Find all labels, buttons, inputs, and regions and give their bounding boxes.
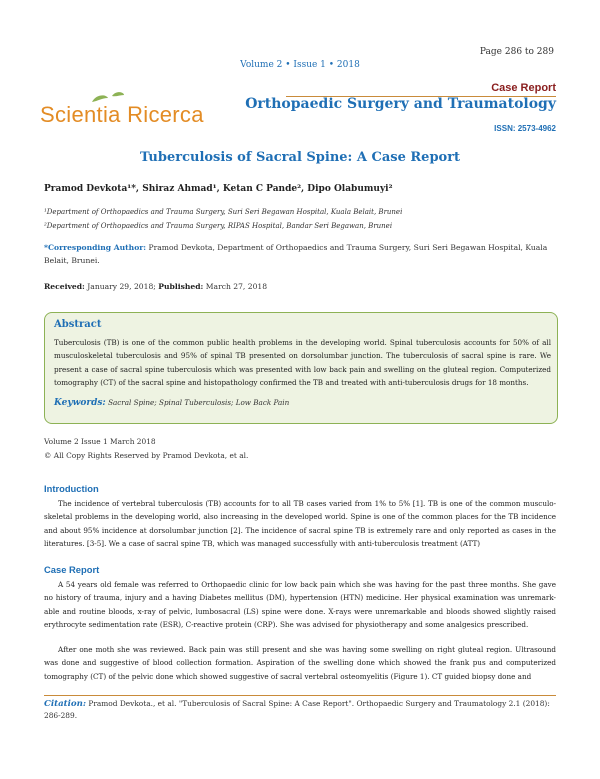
- received-date: January 29, 2018;: [87, 282, 156, 291]
- citation-label: Citation:: [44, 699, 87, 709]
- affiliation-2: ²Department of Orthopaedics and Trauma Surgery, RIPAS Hospital, Bandar Seri Begawan, Brunei: [44, 222, 393, 230]
- publisher-logo: [40, 92, 204, 132]
- publication-dates: [44, 282, 267, 291]
- page-range: Page 286 to 289: [479, 47, 554, 57]
- corresponding-label: *Corresponding Author:: [44, 243, 147, 252]
- volume-line: Volume 2 • Issue 1 • 2018: [240, 60, 360, 70]
- introduction-heading: Introduction: [44, 483, 99, 494]
- citation: [44, 698, 556, 722]
- citation-text: Pramod Devkota., et al. "Tuberculosis of Sacral Spine: A Case Report". Orthopaedic Surgery and Traumatology 2.1 (2018): 286-289.: [44, 699, 550, 720]
- logo-text: Scientia Ricerca: [40, 102, 204, 127]
- abstract-box: [44, 312, 558, 424]
- case-report-heading: Case Report: [44, 564, 100, 575]
- published-date: March 27, 2018: [205, 282, 268, 291]
- article-title: Tuberculosis of Sacral Spine: A Case Report: [139, 150, 461, 165]
- case-report-text-2: After one moth she was reviewed. Back pain was still present and she was having some swelling on right gluteal region. Ultrasound was done and suggestive of blood collection formation. Aspiration of the swelling done which showed the frank pus and computerized tomography (CT) of the pelvic done which showed suggestive of sacral vertebral osteomyelitis (Figure 1). CT guided biopsy done and: [44, 645, 556, 681]
- received-label: Received:: [44, 282, 85, 291]
- keywords: [54, 398, 289, 408]
- journal-name: Orthopaedic Surgery and Traumatology: [245, 96, 556, 112]
- corresponding-author: [44, 241, 560, 267]
- volume-info: Volume 2 Issue 1 March 2018: [44, 437, 156, 446]
- keywords-label: Keywords:: [54, 398, 106, 408]
- abstract-heading: Abstract: [54, 319, 102, 330]
- case-report-text-1: A 54 years old female was referred to Orthopaedic clinic for low back pain which she was having for the past three months. She gave no history of trauma, injury and a having Diabetes mellitus (DM), hypertension (HTN) medicine. Her physical examination was unremark-able and routine bloods, x-ray of pelvic, lumbosacral (LS) spine were done. X-rays were unremarkable and bloods showed slightly raised erythrocyte sedimentation rate (ESR), C-reactive protein (CRP). She was advised for physiotherapy and some analgesics prescribed.: [44, 580, 556, 629]
- article-type: Case Report: [491, 82, 556, 94]
- affiliation-1: ¹Department of Orthopaedics and Trauma Surgery, Suri Seri Begawan Hospital, Kuala Belait, Brunei: [44, 208, 403, 216]
- introduction-text: The incidence of vertebral tuberculosis (TB) accounts for to all TB cases varied from 1% to 5% [1]. TB is one of the common musculo-skeletal problems in the developing world, also increasing in the developed world. Spine is one of the common places for the TB incidence and about 95% incidence at dorsolumbar junction [2]. The incidence of sacral spine TB is extremely rare and only reported as cases in the literatures. [3-5]. We a case of sacral spine TB, which was managed successfully with anti-tuberculosis treatment (ATT): [44, 499, 556, 548]
- issn: ISSN: 2573-4962: [494, 124, 556, 133]
- keywords-text: Sacral Spine; Spinal Tuberculosis; Low Back Pain: [108, 398, 290, 407]
- author-list: Pramod Devkota¹*, Shiraz Ahmad¹, Ketan C Pande², Dipo Olabumuyi²: [44, 184, 393, 194]
- published-label: Published:: [158, 282, 204, 291]
- abstract-text: Tuberculosis (TB) is one of the common public health problems in the developing world. Spinal tuberculosis accounts for 50% of all musculoskeletal tuberculosis and 95% of spinal TB presented on dorsolumbar junction. The tuberculosis of sacral spine is rare. We present a case of sacral spine tuberculosis which was presented with low back pain and swelling on the gluteal region. Computerized tomography (CT) of the sacral spine and histopathology confirmed the TB and treated with anti-tuberculosis drugs for 18 months.: [54, 338, 551, 387]
- copyright: © All Copy Rights Reserved by Pramod Devkota, et al.: [44, 451, 249, 460]
- corresponding-text: Pramod Devkota, Department of Orthopaedics and Trauma Surgery, Suri Seri Begawan Hospital, Kuala Belait, Brunei.: [44, 243, 548, 265]
- footer-divider: [44, 695, 556, 696]
